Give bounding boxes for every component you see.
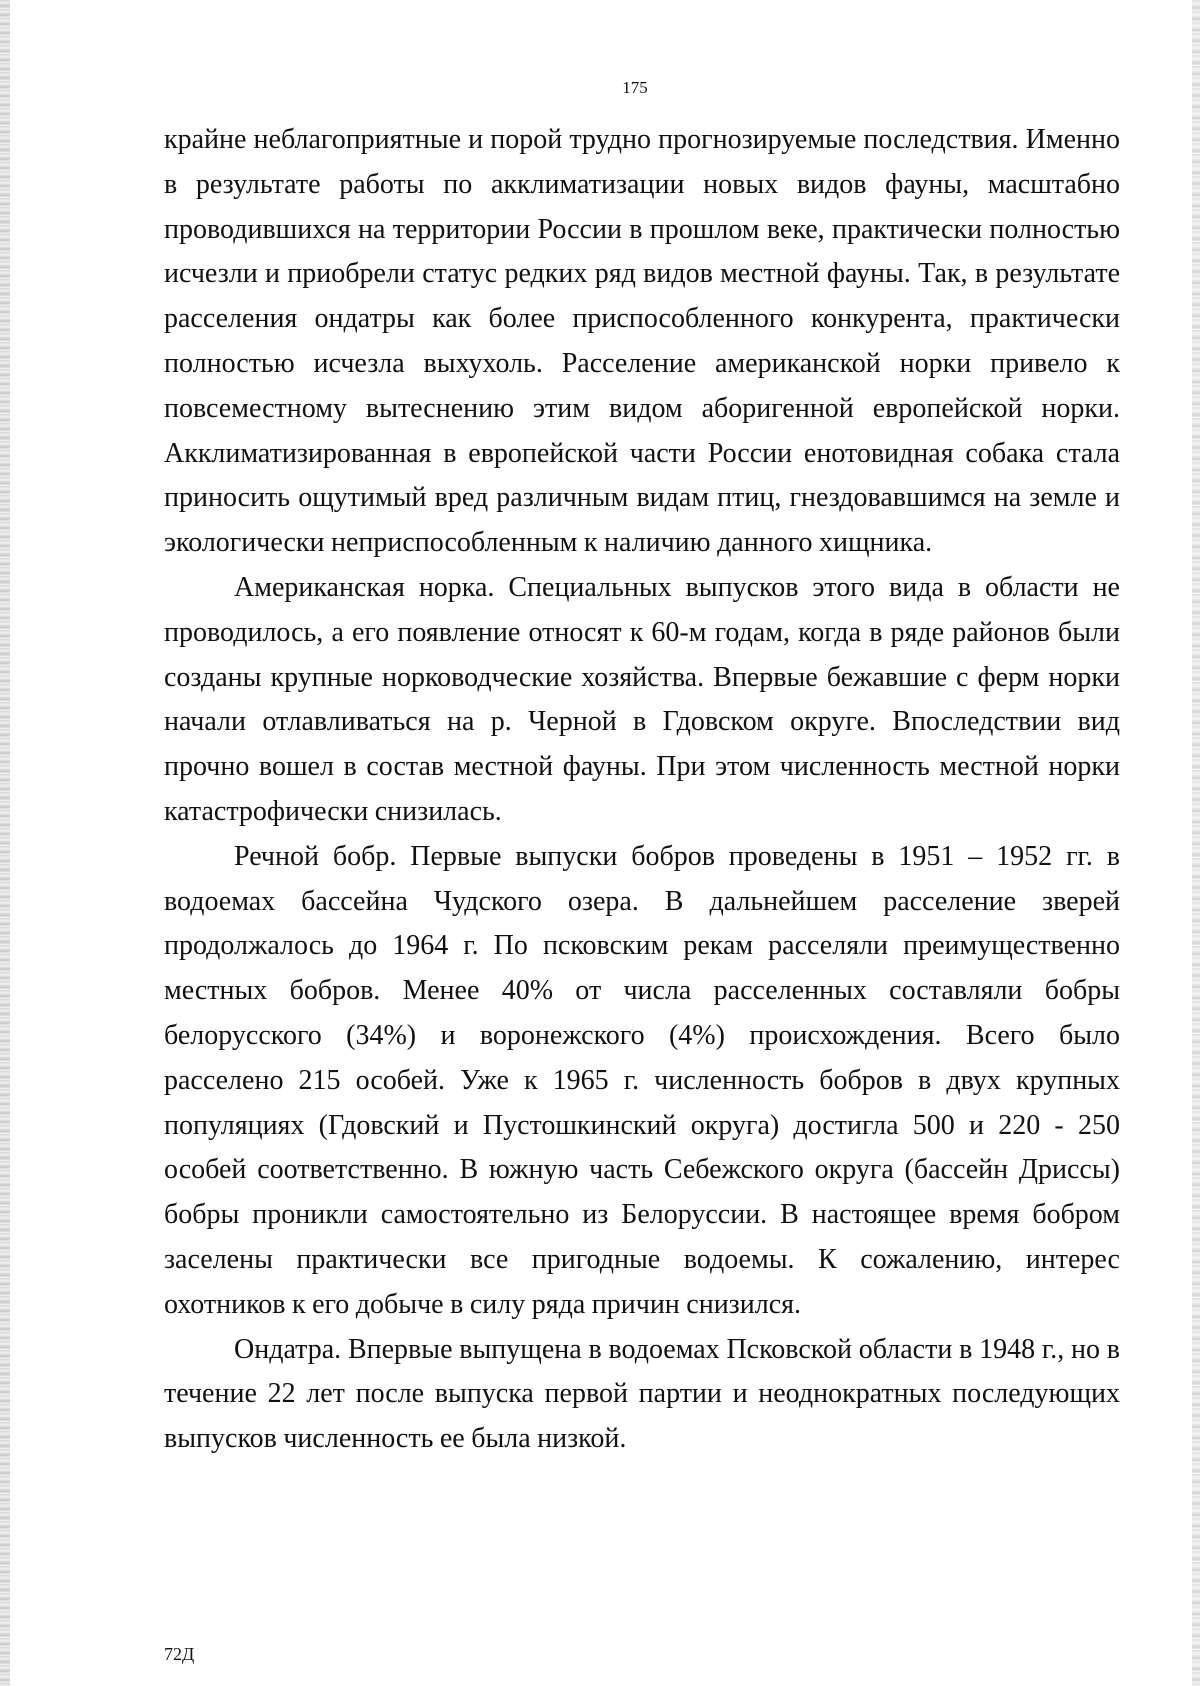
paragraph-1: крайне неблагоприятные и порой трудно прогнозируемые последствия. Именно в результате работы по акклиматизации новых видов фауны, масштабно проводившихся на территории России в прошлом веке, практически полностью исчезли и приобрели статус редких ряд видов местной фауны. Так, в результате расселения ондатры как более приспособленного конкурента, практически полностью исчезла выхухоль. Расселение американской норки привело к повсеместному вытеснению этим видом аборигенной европейской норки. Акклиматизированная в европейской части России енотовидная собака стала приносить ощутимый вред различным видам птиц, гнездовавшимся на земле и экологически неприспособленным к наличию данного хищника. (164, 124, 1120, 559)
scan-edge-left (0, 0, 10, 1686)
paragraph-muskrat: Ондатра. Впервые выпущена в водоемах Псковской области в 1948 г., но в течение 22 лет после выпуска первой партии и неоднократных последующих выпусков численность ее была низкой. (164, 1333, 1120, 1455)
body-text (164, 118, 1120, 1462)
paragraph-american-mink: Американская норка. Специальных выпусков этого вида в области не проводилось, а его появление относят к 60-м годам, когда в ряде районов были созданы крупные норководческие хозяйства. Впервые бежавшие с ферм норки начали отлавливаться на р. Черной в Гдовском округе. Впоследствии вид прочно вошел в состав местной фауны. При этом численность местной норки катастрофически снизилась. (164, 571, 1120, 827)
paragraph-river-beaver: Речной бобр. Первые выпуски бобров проведены в 1951 – 1952 гг. в водоемах бассейна Чудского озера. В дальнейшем расселение зверей продолжалось до 1964 г. По псковским рекам расселяли преимущественно местных бобров. Менее 40% от числа расселенных составляли бобры белорусского (34%) и воронежского (4%) происхождения. Всего было расселено 215 особей. Уже к 1965 г. численность бобров в двух крупных популяциях (Гдовский и Пустошкинский округа) достигла 500 и 220 - 250 особей соответственно. В южную часть Себежского округа (бассейн Дриссы) бобры проникли самостоятельно из Белоруссии. В настоящее время бобром заселены практически все пригодные водоемы. К сожалению, интерес охотников к его добыче в силу ряда причин снизился. (164, 840, 1120, 1320)
page-number: 175 (622, 78, 648, 97)
scan-edge-right (1192, 0, 1200, 1686)
footer-code: 72Д (164, 1644, 195, 1664)
